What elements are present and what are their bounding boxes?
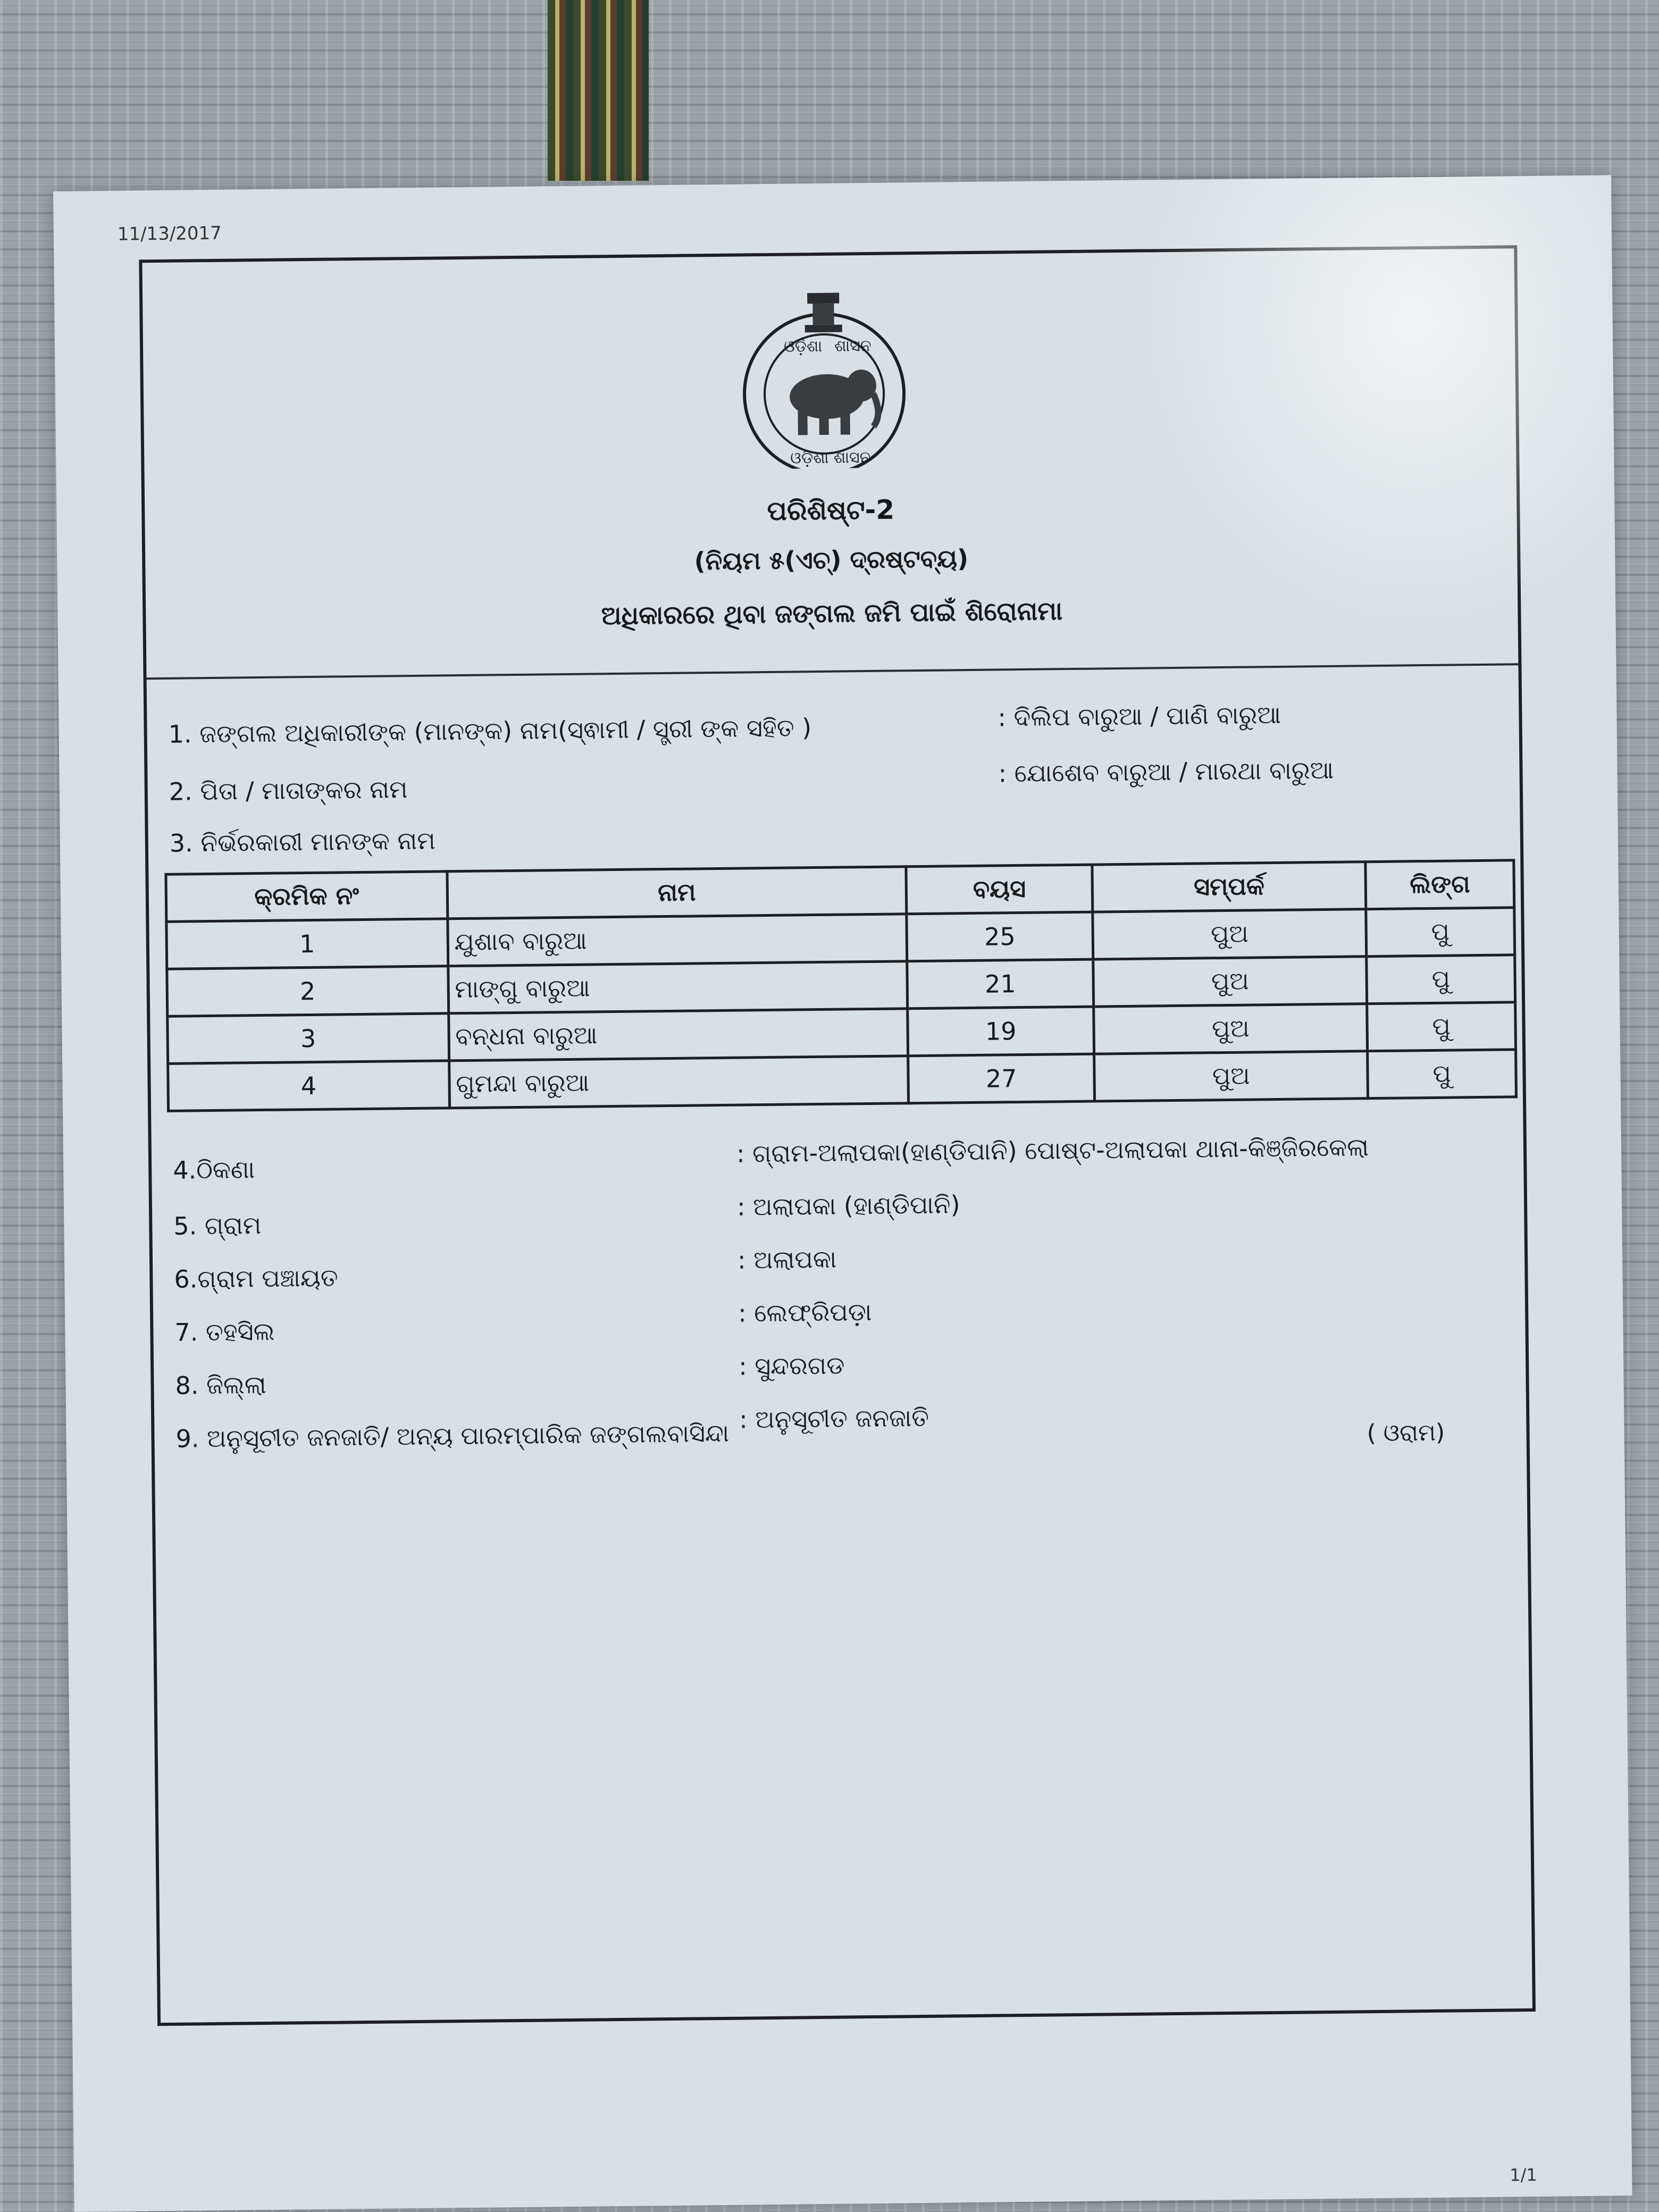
- row-serial: 2: [167, 966, 449, 1017]
- header-relation: ସମ୍ପର୍କ: [1092, 862, 1366, 912]
- parent-value: : ଯୋଶେବ ବାରୁଆ / ମାରଥା ବାରୁଆ: [998, 755, 1334, 788]
- district-label: 8. ଜିଲ୍ଲା: [175, 1370, 266, 1400]
- document-title: ପରିଶିଷ୍ଟ-2: [767, 494, 895, 526]
- village-value: : ଅଲାପକା (ହାଣ୍ଡିପାନି): [736, 1190, 960, 1221]
- category-value: : ଅନୁସୂଚୀତ ଜନଜାତି: [739, 1403, 929, 1434]
- page-number: 1/1: [1510, 2164, 1537, 2185]
- holders-value: : ଦିଲିପ ବାରୁଆ / ପାଣି ବାରୁଆ: [998, 700, 1281, 732]
- category-label: 9. ଅନୁସୂଚୀତ ଜନଜାତି/ ଅନ୍ୟ ପାରମ୍ପାରିକ ଜଙ୍ଗଲବାସିନ୍ଦା: [175, 1418, 730, 1453]
- row-age: 27: [908, 1054, 1095, 1103]
- hanging-strap: [548, 0, 649, 181]
- tahsil-label: 7. ତହସିଲ: [174, 1317, 275, 1347]
- village-label: 5. ଗ୍ରାମ: [173, 1211, 262, 1241]
- document-sheet: [53, 175, 1632, 2211]
- dependents-label: 3. ନିର୍ଭରକାରୀ ମାନଙ୍କ ନାମ: [169, 826, 436, 858]
- row-gender: ପୁ: [1367, 1002, 1516, 1051]
- parent-label: 2. ପିତା / ମାତାଙ୍କର ନାମ: [169, 775, 408, 806]
- row-relation: ପୁଅ: [1094, 1004, 1368, 1054]
- row-age: 25: [907, 912, 1093, 961]
- header-name: ନାମ: [447, 867, 907, 919]
- dependents-table: [164, 859, 1518, 1112]
- row-name: ଗୁମନ୍ଦା ବାରୁଆ: [449, 1056, 908, 1108]
- row-serial: 3: [167, 1013, 449, 1064]
- panchayat-value: : ଅଲାପକା: [737, 1244, 837, 1275]
- header-age: ବୟସ: [906, 865, 1093, 914]
- row-relation: ପୁଅ: [1093, 909, 1367, 959]
- emblem-top-left-text: ଓଡ଼ିଶା: [783, 337, 823, 356]
- row-age: 19: [908, 1007, 1094, 1056]
- address-value: : ଗ୍ରାମ-ଅଲାପକା(ହାଣ୍ଡିପାନି) ପୋଷ୍ଟ-ଅଲାପକା ଥାନା-କିଞ୍ଜିରକେଲା: [736, 1133, 1369, 1168]
- row-gender: ପୁ: [1367, 955, 1515, 1004]
- row-gender: ପୁ: [1366, 908, 1515, 957]
- row-relation: ପୁଅ: [1094, 1051, 1368, 1101]
- row-name: ମାଙ୍ଗୁ ବାରୁଆ: [448, 961, 907, 1013]
- address-label: 4.ଠିକଣା: [173, 1155, 255, 1185]
- holders-label: 1. ଜଙ୍ଗଲ ଅଧିକାରୀଙ୍କ (ମାନଙ୍କ) ନାମ(ସ୍ଵାମୀ / ସ୍ତ୍ରୀ ଙ୍କ ସହିତ ): [168, 713, 812, 749]
- row-name: ବନ୍ଧନା ବାରୁଆ: [448, 1009, 908, 1061]
- row-relation: ପୁଅ: [1093, 957, 1367, 1007]
- date-stamp: 11/13/2017: [117, 222, 222, 245]
- emblem-top-right-text: ଶାସନ: [834, 336, 872, 356]
- row-serial: 4: [168, 1061, 450, 1111]
- document-subtitle: ଅଧିକାରରେ ଥିବା ଜଙ୍ଗଲ ଜମି ପାଇଁ ଶିରୋନାମା: [601, 596, 1063, 631]
- elephant-seal-emblem-icon: [733, 287, 916, 470]
- document-frame: [139, 245, 1536, 2026]
- header-divider: [147, 663, 1519, 680]
- rule-reference: (ନିୟମ ୫(ଏଚ୍) ଦ୍ରଷ୍ଟବ୍ୟ): [694, 544, 969, 576]
- emblem-bottom-text: ଓଡ଼ିଶା ଶାସନ: [790, 448, 871, 468]
- row-age: 21: [907, 959, 1094, 1009]
- header-serial: କ୍ରମିକ ନଂ: [166, 872, 448, 922]
- tahsil-value: : ଲେଫ୍ରିପଡ଼ା: [738, 1297, 872, 1328]
- row-gender: ପୁ: [1368, 1050, 1516, 1099]
- panchayat-label: 6.ଗ୍ରାମ ପଞ୍ଚାୟତ: [174, 1263, 338, 1294]
- district-value: : ସୁନ୍ଦରଗଡ: [738, 1351, 845, 1381]
- tribe-name: ( ଓରାମ): [1367, 1419, 1445, 1447]
- row-name: ଯୁଶାବ ବାରୁଆ: [448, 914, 907, 966]
- header-gender: ଲିଙ୍ଗ: [1365, 860, 1514, 909]
- row-serial: 1: [166, 919, 448, 969]
